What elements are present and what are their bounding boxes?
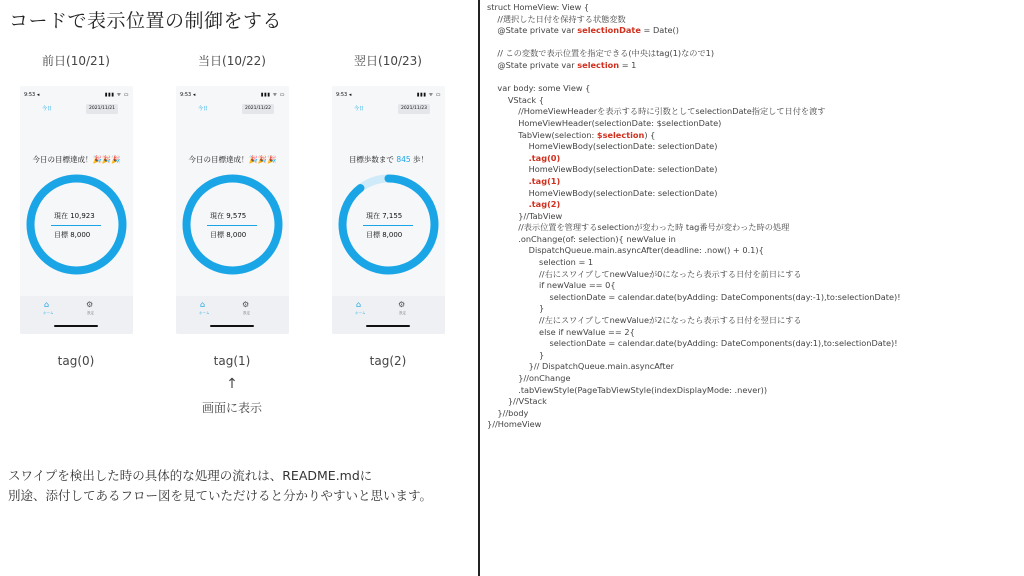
code-line: // この変数で表示位置を指定できる(中央はtag(1)なので1) [487,48,715,59]
home-icon[interactable]: ⌂ [200,300,206,309]
code-line: else if newValue == 2{ [487,326,635,337]
code-highlight: .tag(0) [528,152,561,163]
ring-divider [51,225,101,226]
code-line: .tabViewStyle(PageTabViewStyle(indexDisplayMode: .never)) [487,384,768,395]
code-line [487,176,1019,188]
status-time: 9:53 ◂ [24,92,40,98]
tab-settings-label: 設定 [399,311,406,315]
code-line [487,199,1019,211]
code-block [487,2,1019,431]
code-line [487,72,1019,84]
tab-settings-label: 設定 [87,311,94,315]
status-icons: ▮▮▮ ᯤ ▭ [104,92,129,98]
code-line: HomeViewHeader(selectionDate: $selectionDate) [487,117,722,128]
date-picker[interactable]: 2021/11/22 [242,104,274,114]
phone-screen-2 [332,86,445,334]
tag-label-1: tag(1) [213,354,251,368]
description [8,466,432,506]
code-line: var body: some View { [487,83,591,94]
code-line: HomeViewBody(selectionDate: selectionDate) [487,187,718,198]
phone-screen-0 [20,86,133,334]
status-bar [336,91,441,99]
column-label-prev-day: 前日(10/21) [42,54,110,68]
code-line [487,37,1019,49]
code-highlight: .tag(2) [528,199,561,210]
target-steps: 目標 8,000 [366,231,403,239]
status-time: 9:53 ◂ [336,92,352,98]
tab-bar [332,296,445,334]
code-line: struct HomeView: View { [487,2,590,12]
tag-label-0: tag(0) [57,354,95,368]
current-steps: 現在 9,575 [210,212,247,220]
goal-message: 目標歩数まで 845 歩！ [348,155,429,164]
code-line: }//VStack [487,396,547,407]
status-time: 9:53 ◂ [180,92,196,98]
code-line: @State private var selection = 1 [487,59,637,70]
date-picker[interactable]: 2021/11/21 [86,104,118,114]
page-title: コードで表示位置の制御をする [9,10,283,32]
code-line: if newValue == 0{ [487,280,616,291]
target-steps: 目標 8,000 [54,231,91,239]
column-label-next-day: 翌日(10/23) [354,54,422,68]
gear-icon[interactable]: ⚙ [398,300,406,309]
code-line: }//body [487,407,529,418]
goal-message: 今日の目標達成！🎉🎉🎉 [32,155,121,164]
tag-label-2: tag(2) [369,354,407,368]
home-indicator [54,325,98,327]
home-icon[interactable]: ⌂ [356,300,362,309]
status-bar [180,91,285,99]
tab-bar [176,296,289,334]
status-bar [24,91,129,99]
code-line: DispatchQueue.main.asyncAfter(deadline: .now() + 0.1){ [487,245,764,256]
column-label-current-day: 当日(10/22) [198,54,266,68]
target-steps: 目標 8,000 [210,231,247,239]
ring-divider [363,225,413,226]
today-button[interactable]: 今日 [42,106,53,112]
code-line: @State private var selectionDate = Date() [487,25,679,36]
home-icon[interactable]: ⌂ [44,300,50,309]
code-highlight: .tag(1) [528,175,561,186]
date-header [176,104,289,116]
remaining-steps: 845 [396,155,411,164]
date-header [332,104,445,116]
code-line: HomeViewBody(selectionDate: selectionDate) [487,141,718,152]
tab-settings-label: 設定 [243,311,250,315]
ring-divider [207,225,257,226]
today-button[interactable]: 今日 [198,106,209,112]
up-arrow-icon: ↑ [226,376,238,392]
status-icons: ▮▮▮ ᯤ ▭ [260,92,285,98]
gear-icon[interactable]: ⚙ [86,300,94,309]
code-line: //左にスワイプしてnewValueが2になったら表示する日付を翌日にする [487,315,802,326]
home-indicator [210,325,254,327]
code-line: } [487,303,545,314]
current-steps: 現在 7,155 [366,212,403,220]
code-line: }//HomeView [487,419,542,430]
code-highlight: selectionDate [577,25,641,36]
code-line: }//onChange [487,373,571,383]
description-line-1: スワイプを検出した時の具体的な処理の流れは、README.mdに [8,468,373,483]
code-highlight: $selection [596,129,645,140]
code-line: }// DispatchQueue.main.asyncAfter [487,361,674,372]
code-line: } [487,349,545,360]
code-line: .onChange(of: selection){ newValue in [487,233,676,244]
tab-home-label: ホーム [355,311,366,315]
arrow-caption: 画面に表示 [201,401,262,415]
phone-screen-1 [176,86,289,334]
code-line: //右にスワイプしてnewValueが0になったら表示する日付を前日にする [487,268,802,279]
code-line: //選択した日付を保持する状態変数 [487,13,626,24]
code-line: //表示位置を管理するselectionが変わった時 tag番号が変わった時の処理 [487,222,790,233]
code-line: selectionDate = calendar.date(byAdding: DateComponents(day:1),to:selectionDate)! [487,338,898,349]
status-icons: ▮▮▮ ᯤ ▭ [416,92,441,98]
date-picker[interactable]: 2021/11/23 [398,104,430,114]
home-indicator [366,325,410,327]
code-line: TabView(selection: $selection) { [487,129,656,140]
divider-line [478,0,480,576]
gear-icon[interactable]: ⚙ [242,300,250,309]
date-header [20,104,133,116]
current-steps: 現在 10,923 [54,212,95,220]
code-line: HomeViewBody(selectionDate: selectionDate) [487,164,718,175]
description-line-2: 別途、添付してあるフロー図を見ていただけると分かりやすいと思います。 [8,488,433,503]
code-highlight: selection [577,59,620,70]
code-line: }//TabView [487,210,563,221]
code-line: VStack { [487,94,544,105]
goal-message: 今日の目標達成！🎉🎉🎉 [188,155,277,164]
tab-home-label: ホーム [199,311,210,315]
today-button[interactable]: 今日 [354,106,365,112]
tab-bar [20,296,133,334]
code-line: selection = 1 [487,257,594,268]
tab-home-label: ホーム [43,311,54,315]
code-line: //HomeViewHeaderを表示する時に引数としてselectionDate指定して日付を渡す [487,106,826,117]
code-line: selectionDate = calendar.date(byAdding: DateComponents(day:-1),to:selectionDate)! [487,291,901,302]
code-line [487,153,1019,165]
